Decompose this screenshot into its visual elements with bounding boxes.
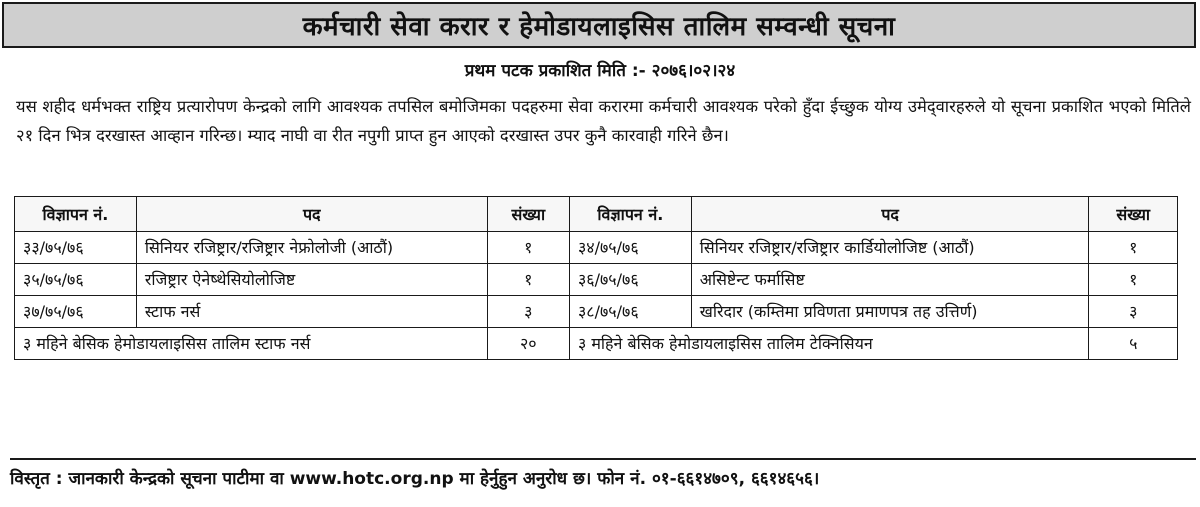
post-count: ३ — [1089, 296, 1178, 328]
post-count: १ — [487, 232, 569, 264]
table-row — [15, 264, 1178, 296]
ad-number: ३४/७५/७६ — [569, 232, 691, 264]
post-name: खरिदार (कम्तिमा प्रविणता प्रमाणपत्र तह उत्तिर्ण) — [691, 296, 1089, 328]
ad-number: ३८/७५/७६ — [569, 296, 691, 328]
post-name: रजिष्ट्रार ऐनेष्थेसियोलोजिष्ट — [136, 264, 487, 296]
ad-number: ३६/७५/७६ — [569, 264, 691, 296]
training-label: ३ महिने बेसिक हेमोडायलाइसिस तालिम टेक्निसियन — [569, 328, 1089, 360]
post-name: स्टाफ नर्स — [136, 296, 487, 328]
header-post: पद — [136, 197, 487, 232]
training-label: ३ महिने बेसिक हेमोडायलाइसिस तालिम स्टाफ नर्स — [15, 328, 488, 360]
ad-number: ३७/७५/७६ — [15, 296, 137, 328]
header-ad-number-2: विज्ञापन नं. — [569, 197, 691, 232]
post-count: ३ — [487, 296, 569, 328]
footer-contact: विस्तृत : जानकारी केन्द्रको सूचना पाटीमा वा www.hotc.org.np मा हेर्नुहुन अनुरोध छ। फोन नं. ०१-६६१४७०९, ६६१४६५६। — [10, 458, 1196, 489]
publication-date: प्रथम पटक प्रकाशित मिति :- २०७६।०२।२४ — [464, 61, 736, 81]
training-count: २० — [487, 328, 569, 360]
table-header-row — [15, 197, 1178, 232]
post-name: सिनियर रजिष्ट्रार/रजिष्ट्रार कार्डियोलोजिष्ट (आठौं) — [691, 232, 1089, 264]
training-row — [15, 328, 1178, 360]
post-name: सिनियर रजिष्ट्रार/रजिष्ट्रार नेफ्रोलोजी (आठौं) — [136, 232, 487, 264]
training-count: ५ — [1089, 328, 1178, 360]
header-count-2: संख्या — [1089, 197, 1178, 232]
ad-number: ३३/७५/७६ — [15, 232, 137, 264]
vacancy-table — [14, 196, 1178, 360]
notice-title: कर्मचारी सेवा करार र हेमोडायलाइसिस तालिम सम्वन्धी सूचना — [2, 2, 1196, 48]
table-row — [15, 296, 1178, 328]
post-count: १ — [1089, 232, 1178, 264]
post-name: असिष्टेन्ट फर्मासिष्ट — [691, 264, 1089, 296]
post-count: १ — [1089, 264, 1178, 296]
post-count: १ — [487, 264, 569, 296]
intro-paragraph: यस शहीद धर्मभक्त राष्ट्रिय प्रत्यारोपण केन्द्रको लागि आवश्यक तपसिल बमोजिमका पदहरुमा सेवा करारमा कर्मचारी आवश्यक परेको हुँदा ईच्छुक योग्य उमेद्‍वारहरुले यो सूचना प्रकाशित भएको मितिले २१ दिन भित्र दरखास्त आव्हान गरिन्छ। म्याद नाघी वा रीत नपुगी प्राप्त हुन आएको दरखास्त उपर कुनै कारवाही गरिने छैन। — [16, 97, 1191, 145]
header-count: संख्या — [487, 197, 569, 232]
header-post-2: पद — [691, 197, 1089, 232]
table-row — [15, 232, 1178, 264]
ad-number: ३५/७५/७६ — [15, 264, 137, 296]
header-ad-number: विज्ञापन नं. — [15, 197, 137, 232]
